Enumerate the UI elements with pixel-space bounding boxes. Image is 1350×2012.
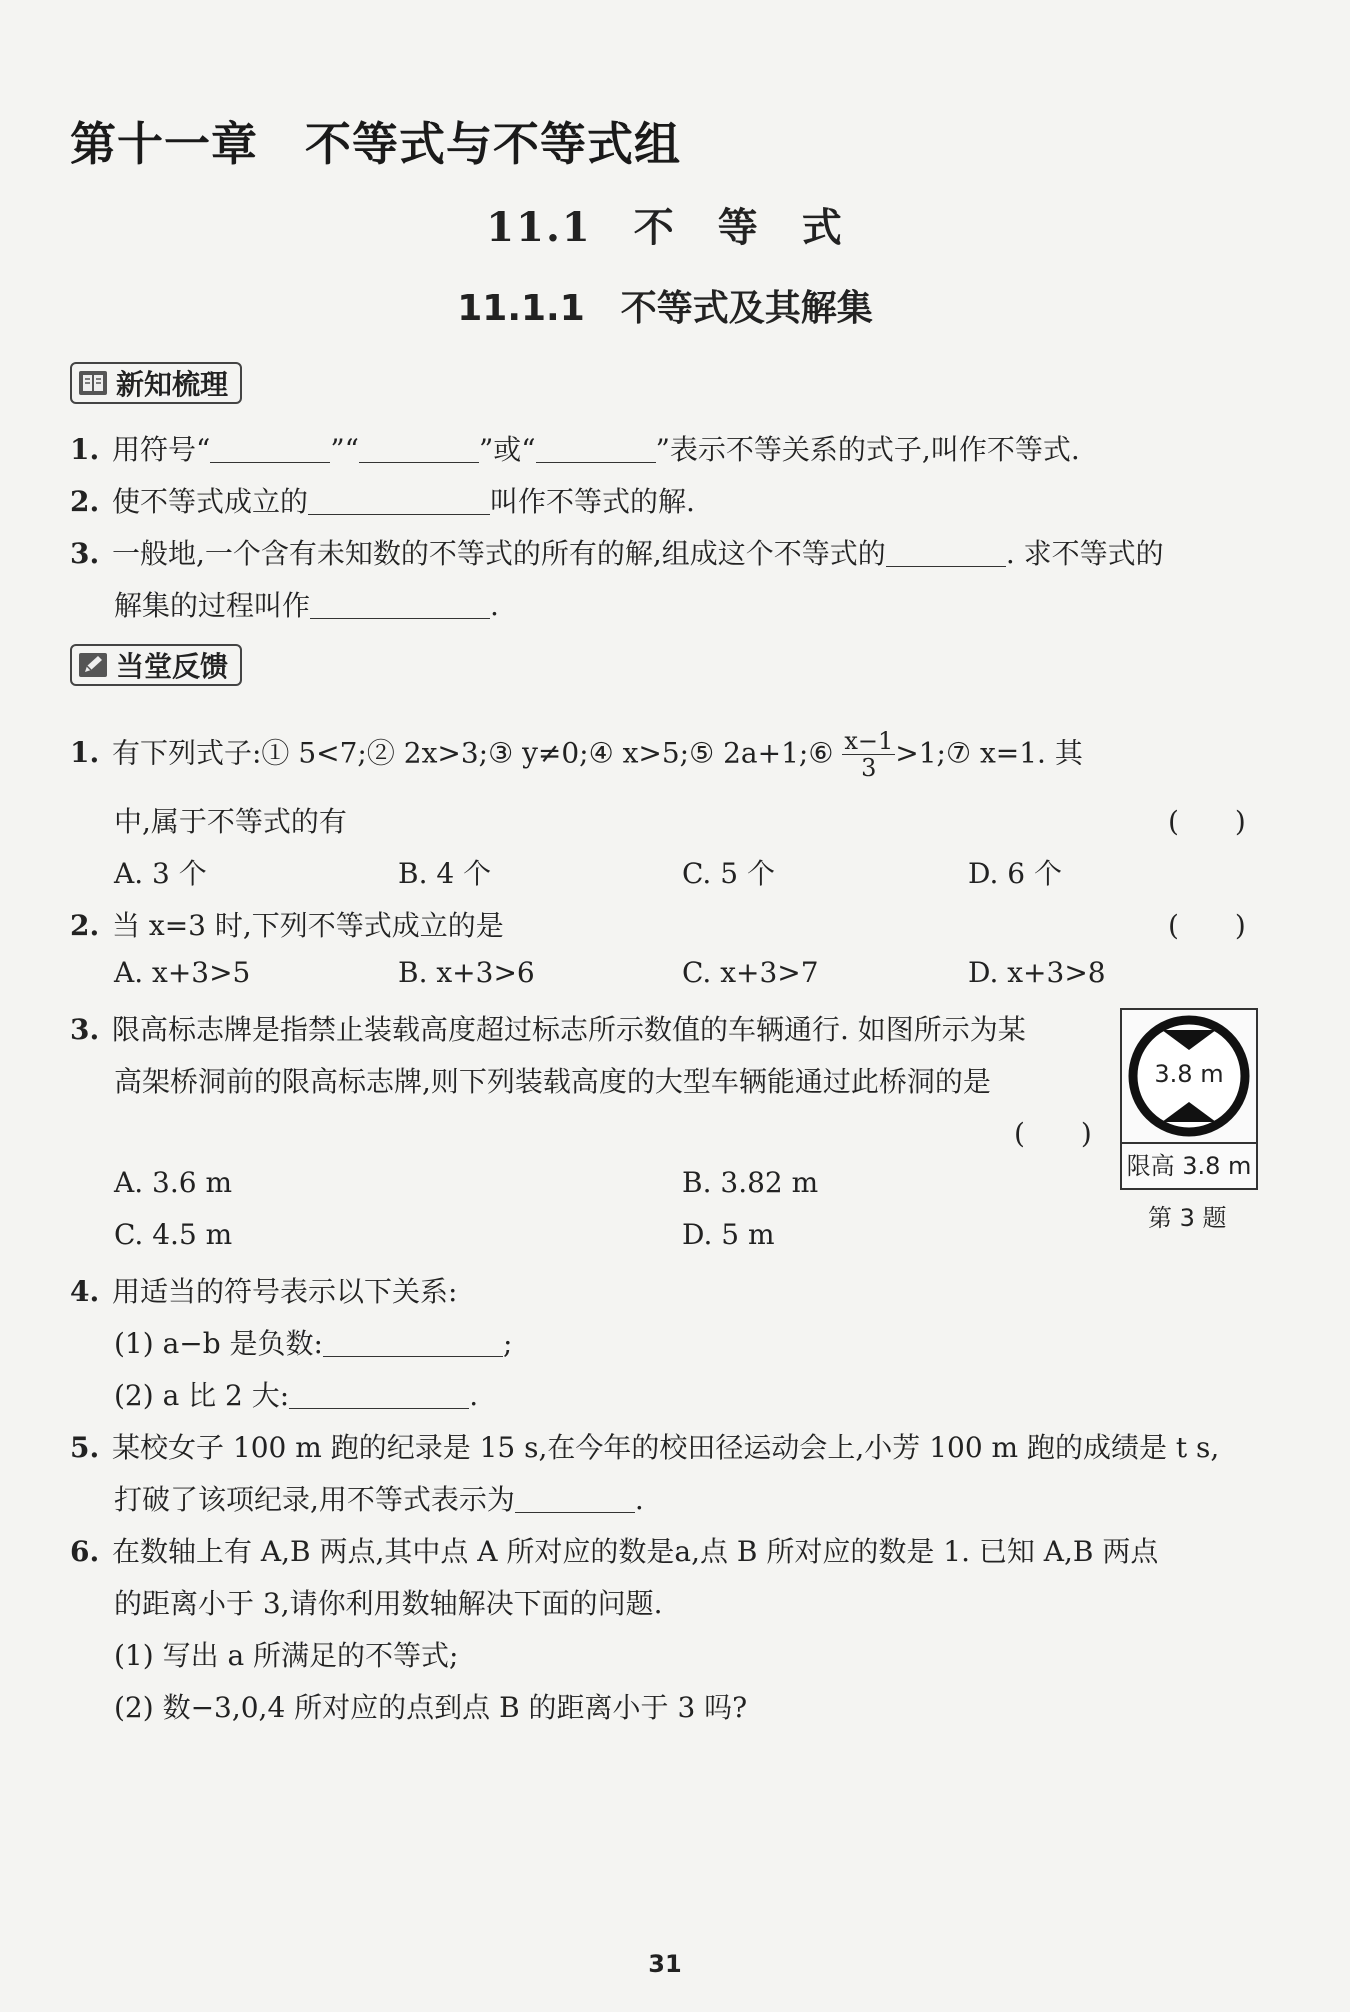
feedback-q4: 4. 用适当的符号表示以下关系:	[70, 1275, 458, 1308]
book-icon	[78, 370, 108, 396]
fraction: $\frac{x-1}{3}$	[844, 727, 894, 783]
feedback-label: 当堂反馈	[116, 650, 229, 683]
option-d[interactable]: D. x+3>8	[968, 956, 1106, 989]
sign-graphic	[1122, 1010, 1256, 1144]
section-title: 11.1 不 等 式	[486, 204, 844, 251]
feedback-q5-cont: 打破了该项纪录,用不等式表示为 .	[114, 1483, 644, 1516]
option-a[interactable]: A. 3.6 m	[114, 1166, 233, 1199]
feedback-q4-sub1: (1) a−b 是负数: ;	[114, 1327, 513, 1360]
answer-blank[interactable]	[359, 436, 479, 463]
knowledge-q2: 2. 使不等式成立的 叫作不等式的解.	[70, 485, 695, 518]
feedback-q3: 3. 限高标志牌是指禁止装载高度超过标志所示数值的车辆通行. 如图所示为某	[70, 1013, 1026, 1046]
figure-caption: 第 3 题	[1148, 1204, 1227, 1232]
answer-blank[interactable]	[289, 1382, 469, 1409]
feedback-q4-sub2: (2) a 比 2 大: .	[114, 1379, 479, 1412]
knowledge-q3: 3. 一般地,一个含有未知数的不等式的所有的解,组成这个不等式的 . 求不等式的	[70, 537, 1164, 570]
answer-blank[interactable]	[515, 1486, 635, 1513]
sign-label: 限高 3.8 m	[1126, 1152, 1252, 1180]
feedback-q3-cont: 高架桥洞前的限高标志牌,则下列装载高度的大型车辆能通过此桥洞的是	[114, 1065, 991, 1098]
answer-paren[interactable]: ( )	[1168, 909, 1246, 942]
option-d[interactable]: D. 5 m	[682, 1218, 775, 1251]
option-b[interactable]: B. 4 个	[398, 857, 492, 890]
option-a[interactable]: A. 3 个	[114, 857, 207, 890]
new-knowledge-tag	[70, 362, 242, 404]
answer-blank[interactable]	[323, 1330, 503, 1357]
page-number: 31	[648, 1950, 682, 1978]
feedback-q6: 6. 在数轴上有 A,B 两点,其中点 A 所对应的数是a,点 B 所对应的数是 1. 已知 A,B 两点	[70, 1535, 1159, 1568]
feedback-q6-sub1: (1) 写出 a 所满足的不等式;	[114, 1639, 459, 1672]
answer-paren[interactable]: ( )	[1168, 805, 1246, 838]
answer-blank[interactable]	[310, 592, 490, 619]
pen-icon	[78, 652, 108, 678]
feedback-q6-sub2: (2) 数−3,0,4 所对应的点到点 B 的距离小于 3 吗?	[114, 1691, 748, 1724]
height-limit-sign	[1120, 1008, 1258, 1190]
answer-blank[interactable]	[536, 436, 656, 463]
answer-blank[interactable]	[308, 488, 490, 515]
subsection-title: 11.1.1 不等式及其解集	[457, 288, 873, 329]
feedback-q6-cont: 的距离小于 3,请你利用数轴解决下面的问题.	[114, 1587, 663, 1620]
option-c[interactable]: C. x+3>7	[682, 956, 819, 989]
feedback-tag	[70, 644, 242, 686]
answer-blank[interactable]	[210, 436, 330, 463]
option-d[interactable]: D. 6 个	[968, 857, 1062, 890]
answer-paren[interactable]: ( )	[1014, 1117, 1092, 1150]
option-b[interactable]: B. x+3>6	[398, 956, 535, 989]
knowledge-q1: 1. 用符号“ ”“ ”或“ ”表示不等关系的式子,叫作不等式.	[70, 433, 1080, 466]
answer-blank[interactable]	[886, 540, 1006, 567]
new-knowledge-label: 新知梳理	[116, 368, 229, 401]
knowledge-q3-cont: 解集的过程叫作 .	[114, 589, 499, 622]
feedback-q2: 2. 当 x=3 时,下列不等式成立的是	[70, 909, 504, 942]
feedback-q5: 5. 某校女子 100 m 跑的纪录是 15 s,在今年的校田径运动会上,小芳 100 m 跑的成绩是 t s,	[70, 1431, 1220, 1464]
chapter-title: 第十一章 不等式与不等式组	[70, 117, 681, 171]
feedback-q1: 1. 有下列式子:① 5<7;② 2x>3;③ y≠0;④ x>5;⑤ 2a+1;⑥ $\frac{x-1}{3}$ >1;⑦ x=1. 其	[70, 727, 1083, 783]
sign-value: 3.8 m	[1154, 1060, 1224, 1088]
option-c[interactable]: C. 5 个	[682, 857, 775, 890]
option-a[interactable]: A. x+3>5	[114, 956, 251, 989]
option-c[interactable]: C. 4.5 m	[114, 1218, 233, 1251]
option-b[interactable]: B. 3.82 m	[682, 1166, 819, 1199]
feedback-q1-cont: 中,属于不等式的有	[114, 805, 347, 838]
